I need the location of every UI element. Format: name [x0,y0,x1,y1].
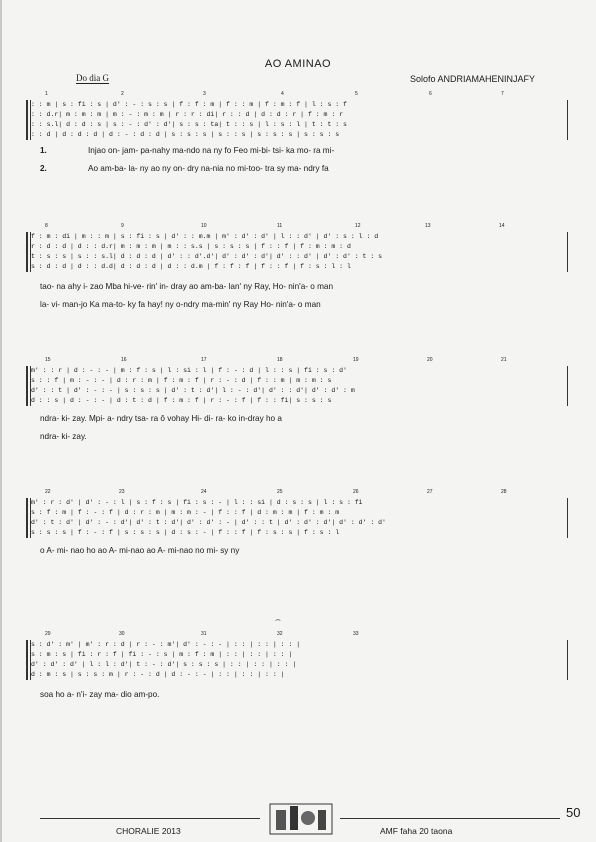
bar-number: 32 [277,631,283,637]
bar-number: 15 [45,357,51,363]
bar-number: 4 [281,91,284,97]
bar-number: 25 [277,489,283,495]
bar-number: 16 [121,357,127,363]
footer-left-text: CHORALIE 2013 [116,826,181,836]
footer-rule-right [340,818,560,819]
lyric-line: ndra- ki- zay. Mpi- a- ndry tsa- ra ô vohay Hi- di- ra- ko in-dray ho a [40,414,282,423]
alto-row: : : d.r| m : m : m | m : - : m : m | r : r : di| r : : d | d : d : r | f : m : r [31,111,344,118]
soprano-row: : : m | s : fi : s | d' : - : s : s | f : f : m | f : : m | f : m : f | l : s : f [31,101,347,108]
lyric-line: ndra- ki- zay. [40,432,87,441]
bar-number: 30 [119,631,125,637]
lyric-line: Ao am-ba- la- ny ao ny on- dry na-nia no mi-too- tra sy ma- ndry fa [88,164,329,173]
alto-row: s : : f | m : - : - | d : r : m | f : m : f | r : - : d | f : : m | m : m : s [31,377,332,384]
bar-number: 24 [201,489,207,495]
bar-number: 7 [501,91,504,97]
bar-number: 33 [353,631,359,637]
bar-number: 12 [355,223,361,229]
bar-number: 13 [425,223,431,229]
footer-center-text: AMF faha 20 taona [380,826,453,836]
lyric-line: la- vi- man-jo Ka ma-to- ky fa hay! ny o-ndry ma-min' ny Ray Ho- nin'a- o man [40,300,321,309]
lyric-line: tao- na ahy i- zao Mba hi-ve- rin' in- dray ao am-ba- lan' ny Ray, Ho- nin'a- o man [40,282,334,291]
bar-number: 18 [277,357,283,363]
footer-rule-left [40,818,260,819]
verse-number: 1. [40,146,47,155]
bar-number: 10 [201,223,207,229]
staff-1 [30,91,567,140]
page-edge [0,0,2,842]
staff-2 [30,223,567,272]
bar-number: 1 [45,91,48,97]
tenor-row: : : s.l| d : d : s | s : - : d' : d'| s : s : ta| t : : s | l : s : l | t : t : s [31,121,347,128]
bar-number: 9 [121,223,124,229]
soprano-row: m' : r : d' | d' : - : l | s : f : s | fi : s : - | l : : si | d : s : s | l : s : fi [31,499,363,506]
bar-number: 2 [121,91,124,97]
tenor-row: d' : : t | d' : - : - | s : s : s | d' : t : d'| l : - : d'| d' : : d'| d' : d' : m [31,387,355,394]
alto-row: s : m : s | fi : r : f | fi : - : s | m : f : m | : : | : : | : : | [31,651,293,658]
bass-row: : : d | d : d : d | d : - : d : d | s : s : s | s : : s | s : s : s | s : s : s [31,131,340,138]
key-signature: Do dia G [76,73,109,83]
bar-number: 5 [355,91,358,97]
bar-number: 27 [427,489,433,495]
staff-4 [30,489,567,538]
lyric-line: o A- mi- nao ho ao A- mi-nao ao A- mi-nao no mi- sy ny [40,546,240,555]
page-title: AO AMINAO [264,58,332,70]
lyric-line: Injao on- jam- pa-nahy ma-ndo na ny fo Feo mi-bi- tsi- ka mo- ra mi- [88,146,335,155]
bar-number: 6 [429,91,432,97]
verse-number: 2. [40,164,47,173]
soprano-row: f : m : di | m : : m | s : fi : s | d' : : m.m | m' : d' : d' | l : : d' | d' : s : l : d [31,233,379,240]
fermata-icon: ⌢ [275,614,281,624]
bar-number: 28 [501,489,507,495]
soprano-row: s : d' : m' | m' : r : d | r : - : m'| d' : - : - | : : | : : | : : | [31,641,301,648]
bass-row: s : d : d | d : : d.d| d : d : d | d : : d.m | f : f : f | f : : f | f : s : l : l [31,263,351,270]
soprano-row: m' : : r | d : - : - | m : f : s | l : si : l | f : - : d | l : : s | fi : s : d' [31,367,347,374]
bar-number: 31 [201,631,207,637]
bar-number: 26 [353,489,359,495]
composer-name: Solofo ANDRIAMAHENINJAFY [410,74,536,84]
choralie-logo-icon [268,798,334,836]
bar-number: 19 [353,357,359,363]
staff-3 [30,357,567,406]
bar-number: 8 [45,223,48,229]
bar-number: 22 [45,489,51,495]
bar-number: 29 [45,631,51,637]
bass-row: d : : s | d : - : - | d : t : d | f : m : f | r : - : f | f : : fi| s : s : s [31,397,332,404]
lyric-line: soa ho a- n'i- zay ma- dio am-po. [40,690,160,699]
bar-number: 17 [201,357,207,363]
tenor-row: d' : d' : d' | l : l : d'| t : - : d'| s : s : s | : : | : : | : : | [31,661,297,668]
bar-number: 23 [119,489,125,495]
staff-5 [30,631,567,680]
bar-number: 21 [501,357,507,363]
tenor-row: t : s : s | s : : s.l| d : d : d | d' : : d'.d'| d' : d' : d'| d' : : d' | d' : d' : t : s [31,253,383,260]
bass-row: s : s : s | f : - : f | s : s : s | d : s : - | f : : f | f : s : s | f : s : l [31,529,340,536]
alto-row: r : d : d | d : : d.r| m : m : m | m : : s.s | s : s : s | f : : f | f : m : m : d [31,243,351,250]
bar-number: 20 [427,357,433,363]
tenor-row: d' : t : d' | d' : - : d'| d' : t : d'| d' : d' : - | d' : : t | d' : d' : d'| d' : d' : d' [31,519,386,526]
bar-number: 3 [203,91,206,97]
bar-number: 11 [277,223,283,229]
bar-number: 14 [499,223,505,229]
bass-row: d : m : s | s : s : m | r : - : d | d : - : - | : : | : : | : : | [31,671,285,678]
alto-row: s : f : m | f : - : f | d : r : m | m : m : - | f : : f | d : m : m | f : m : m [31,509,340,516]
page-number: 50 [566,805,581,820]
